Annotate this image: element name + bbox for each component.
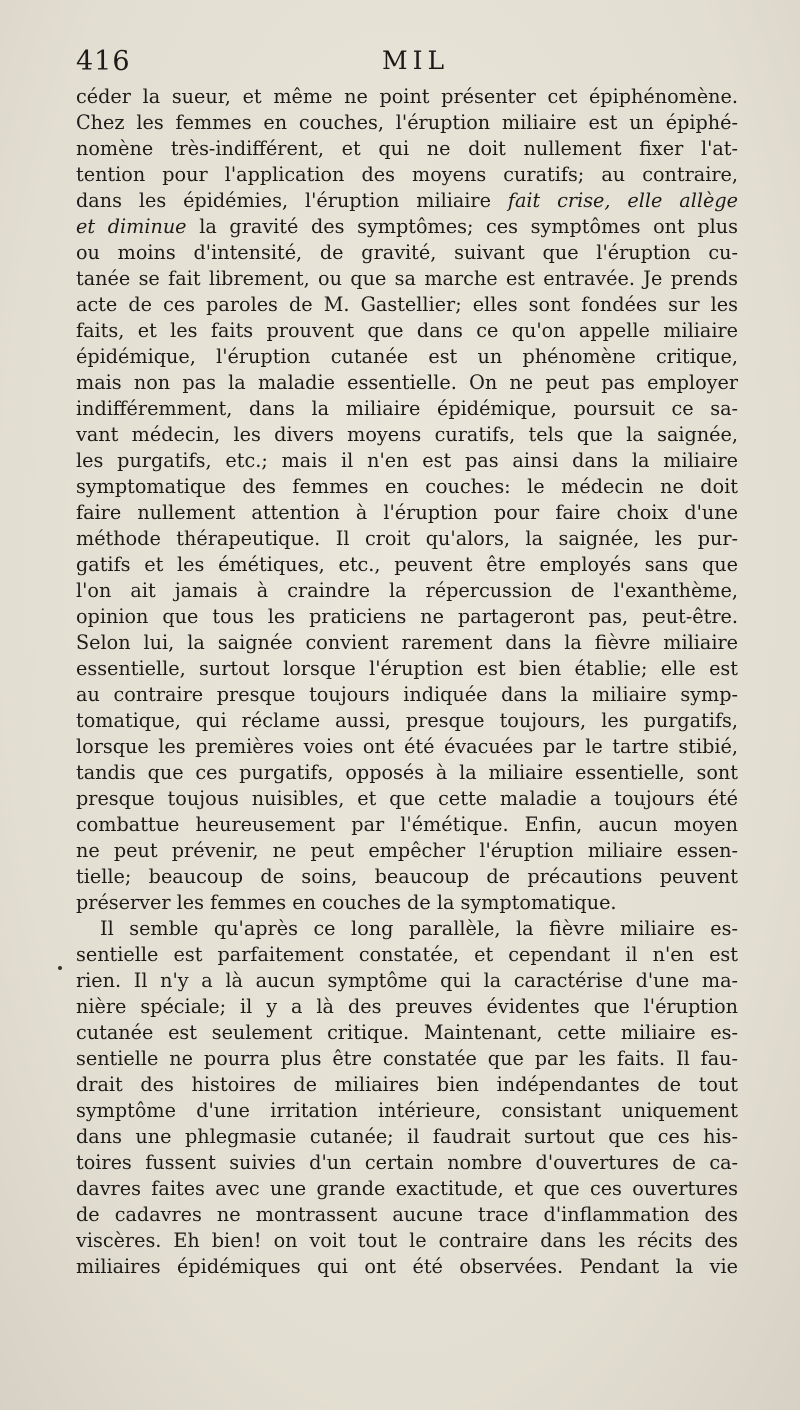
text-line-13: indifféremment, dans la miliaire épidémique, poursuit ce sa- — [76, 397, 738, 420]
text-line-27: tandis que ces purgatifs, opposés à la miliaire essentielle, sont — [76, 761, 738, 784]
text-line-19: gatifs et les émétiques, etc., peuvent être employés sans que — [76, 553, 738, 576]
text-line-15: les purgatifs, etc.; mais il n'en est pas ainsi dans la miliaire — [76, 449, 738, 472]
text-line-33: Il semble qu'après ce long parallèle, la fièvre miliaire es- — [100, 917, 738, 940]
text-line-9: acte de ces paroles de M. Gastellier; elles sont fondées sur les — [76, 293, 738, 316]
text-line-37: cutanée est seulement critique. Maintenant, cette miliaire es- — [76, 1021, 738, 1044]
text-line-26: lorsque les premières voies ont été évacuées par le tartre stibié, — [76, 735, 738, 758]
text-line-41: dans une phlegmasie cutanée; il faudrait surtout que ces his- — [76, 1125, 738, 1148]
text-line-42: toires fussent suivies d'un certain nombre d'ouvertures de ca- — [76, 1151, 738, 1174]
text-line-46: miliaires épidémiques qui ont été observées. Pendant la vie — [76, 1255, 738, 1278]
margin-ink-dot — [58, 966, 62, 970]
text-line-31: tielle; beaucoup de soins, beaucoup de précautions peuvent — [76, 865, 738, 888]
text-line-20: l'on ait jamais à craindre la répercussion de l'exanthème, — [76, 579, 738, 602]
text-line-39: drait des histoires de miliaires bien indépendantes de tout — [76, 1073, 738, 1096]
text-line-44: de cadavres ne montrassent aucune trace d'inflammation des — [76, 1203, 738, 1226]
text-line-8: tanée se fait librement, ou que sa marche est entravée. Je prends — [76, 267, 738, 290]
running-head — [76, 46, 740, 80]
text-line-36: nière spéciale; il y a là des preuves évidentes que l'éruption — [76, 995, 738, 1018]
text-line-7: ou moins d'intensité, de gravité, suivant que l'éruption cu- — [76, 241, 738, 264]
text-line-17: faire nullement attention à l'éruption pour faire choix d'une — [76, 501, 738, 524]
text-line-3: nomène très-indifférent, et qui ne doit nullement fixer l'at- — [76, 137, 738, 160]
text-line-14: vant médecin, les divers moyens curatifs, tels que la saignée, — [76, 423, 738, 446]
text-line-16: symptomatique des femmes en couches: le médecin ne doit — [76, 475, 738, 498]
running-title: MIL — [382, 46, 450, 75]
body-text — [76, 84, 738, 1280]
text-line-11: épidémique, l'éruption cutanée est un phénomène critique, — [76, 345, 738, 368]
text-line-6-end: gravité des symptômes; ces symptômes ont plus — [229, 215, 738, 238]
text-line-29: combattue heureusement par l'émétique. Enfin, aucun moyen — [76, 813, 738, 836]
text-line-25: tomatique, qui réclame aussi, presque toujours, les purgatifs, — [76, 709, 738, 732]
text-line-30: ne peut prévenir, ne peut empêcher l'éruption miliaire essen- — [76, 839, 738, 862]
text-line-45: viscères. Eh bien! on voit tout le contraire dans les récits des — [76, 1229, 738, 1252]
text-line-2: Chez les femmes en couches, l'éruption miliaire est un épiphé- — [76, 111, 738, 134]
text-line-22: Selon lui, la saignée convient rarement dans la fièvre miliaire — [76, 631, 738, 654]
italic-joiner: la — [199, 215, 217, 238]
text-line-23: essentielle, surtout lorsque l'éruption est bien établie; elle est — [76, 657, 738, 680]
text-line-12: mais non pas la maladie essentielle. On ne peut pas employer — [76, 371, 738, 394]
page-number: 416 — [76, 46, 131, 77]
text-line-4: tention pour l'application des moyens curatifs; au contraire, — [76, 163, 738, 186]
text-line-28: presque toujous nuisibles, et que cette maladie a toujours été — [76, 787, 738, 810]
text-line-32: préserver les femmes en couches de la symptomatique. — [76, 891, 617, 914]
text-line-38: sentielle ne pourra plus être constatée que par les faits. Il fau- — [76, 1047, 738, 1070]
text-line-40: symptôme d'une irritation intérieure, consistant uniquement — [76, 1099, 738, 1122]
text-line-10: faits, et les faits prouvent que dans ce qu'on appelle miliaire — [76, 319, 738, 342]
text-line-18: méthode thérapeutique. Il croit qu'alors, la saignée, les pur- — [76, 527, 738, 550]
text-line-1: céder la sueur, et même ne point présenter cet épiphénomène. — [76, 85, 738, 108]
text-line-35: rien. Il n'y a là aucun symptôme qui la caractérise d'une ma- — [76, 969, 738, 992]
text-line-21: opinion que tous les praticiens ne partageront pas, peut-être. — [76, 605, 738, 628]
italic-phrase-2: et diminue — [76, 215, 187, 238]
text-line-43: davres faites avec une grande exactitude, et que ces ouvertures — [76, 1177, 738, 1200]
text-line-5-start: dans les épidémies, l'éruption miliaire — [76, 189, 491, 212]
text-line-24: au contraire presque toujours indiquée dans la miliaire symp- — [76, 683, 738, 706]
text-line-5 — [76, 188, 738, 214]
text-line-34: sentielle est parfaitement constatée, et cependant il n'en est — [76, 943, 738, 966]
italic-phrase-1: fait crise, elle allège — [507, 189, 738, 212]
text-line-6 — [76, 214, 738, 240]
